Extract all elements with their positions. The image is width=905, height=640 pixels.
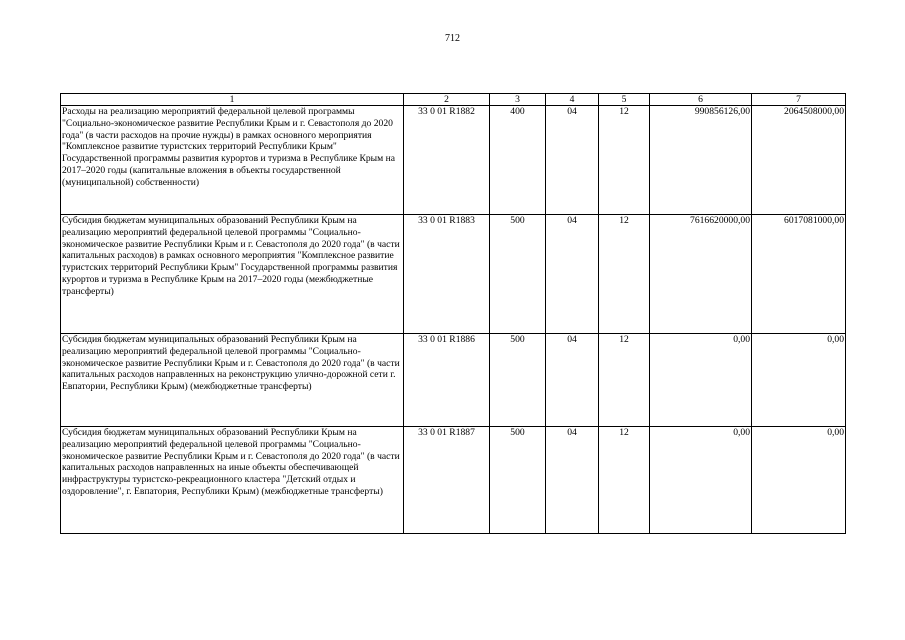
amount-column-7: 6017081000,00 bbox=[752, 215, 846, 334]
expense-name: Субсидия бюджетам муниципальных образований Республики Крым на реализацию мероприятий федеральной целевой программы "Социально-экономическое развитие Республики Крым и г. Севастополя до 2020 года" (в части капитальных расходов направленных на иные объекты обеспечивающей инфраструктуры туристско-рекреационного кластера "Детский отдых и оздоровление", г. Евпатория, Республики Крым) (межбюджетные трансферты) bbox=[61, 427, 404, 534]
subsection-code: 12 bbox=[599, 215, 650, 334]
expense-type: 500 bbox=[490, 215, 546, 334]
page-number: 712 bbox=[445, 33, 460, 44]
expense-name: Субсидия бюджетам муниципальных образований Республики Крым на реализацию мероприятий федеральной целевой программы "Социально-экономическое развитие Республики Крым и г. Севастополя до 2020 года" (в части капитальных расходов направленных на реконструкцию улично-дорожной сети г. Евпатории, Республики Крым) (межбюджетные трансферты) bbox=[61, 334, 404, 427]
amount-column-6: 0,00 bbox=[650, 427, 752, 534]
table-row bbox=[61, 106, 846, 215]
table-row bbox=[61, 334, 846, 427]
column-header-3: 3 bbox=[490, 94, 546, 106]
subsection-code: 12 bbox=[599, 334, 650, 427]
amount-column-7: 0,00 bbox=[752, 334, 846, 427]
subsection-code: 12 bbox=[599, 106, 650, 215]
amount-column-7: 2064508000,00 bbox=[752, 106, 846, 215]
section-code: 04 bbox=[546, 334, 599, 427]
target-code: 33 0 01 R1883 bbox=[404, 215, 490, 334]
subsection-code: 12 bbox=[599, 427, 650, 534]
amount-column-6: 990856126,00 bbox=[650, 106, 752, 215]
column-header-2: 2 bbox=[404, 94, 490, 106]
column-header-4: 4 bbox=[546, 94, 599, 106]
column-header-7: 7 bbox=[752, 94, 846, 106]
section-code: 04 bbox=[546, 427, 599, 534]
expense-type: 400 bbox=[490, 106, 546, 215]
header-row bbox=[61, 94, 846, 106]
section-code: 04 bbox=[546, 215, 599, 334]
budget-table bbox=[60, 93, 846, 534]
expense-name: Расходы на реализацию мероприятий федеральной целевой программы "Социально-экономическое развитие Республики Крым и г. Севастополя до 2020 года" (в части расходов на прочие нужды) в рамках основного мероприятия "Комплексное развитие туристских территорий Республики Крым" Государственной программы развития курортов и туризма в Республике Крым на 2017–2020 годы (капитальные вложения в объекты государственной (муниципальной) собственности) bbox=[61, 106, 404, 215]
column-header-5: 5 bbox=[599, 94, 650, 106]
expense-type: 500 bbox=[490, 334, 546, 427]
amount-column-6: 0,00 bbox=[650, 334, 752, 427]
expense-name: Субсидия бюджетам муниципальных образований Республики Крым на реализацию мероприятий федеральной целевой программы "Социально-экономическое развитие Республики Крым и г. Севастополя до 2020 года" (в части капитальных расходов) в рамках основного мероприятия "Комплексное развитие туристских территорий Республики Крым" Государственной программы развития курортов и туризма в Республике Крым на 2017–2020 годы (межбюджетные трансферты) bbox=[61, 215, 404, 334]
column-header-1: 1 bbox=[61, 94, 404, 106]
target-code: 33 0 01 R1887 bbox=[404, 427, 490, 534]
table-row bbox=[61, 427, 846, 534]
amount-column-7: 0,00 bbox=[752, 427, 846, 534]
target-code: 33 0 01 R1886 bbox=[404, 334, 490, 427]
column-header-6: 6 bbox=[650, 94, 752, 106]
target-code: 33 0 01 R1882 bbox=[404, 106, 490, 215]
table-row bbox=[61, 215, 846, 334]
amount-column-6: 7616620000,00 bbox=[650, 215, 752, 334]
section-code: 04 bbox=[546, 106, 599, 215]
expense-type: 500 bbox=[490, 427, 546, 534]
